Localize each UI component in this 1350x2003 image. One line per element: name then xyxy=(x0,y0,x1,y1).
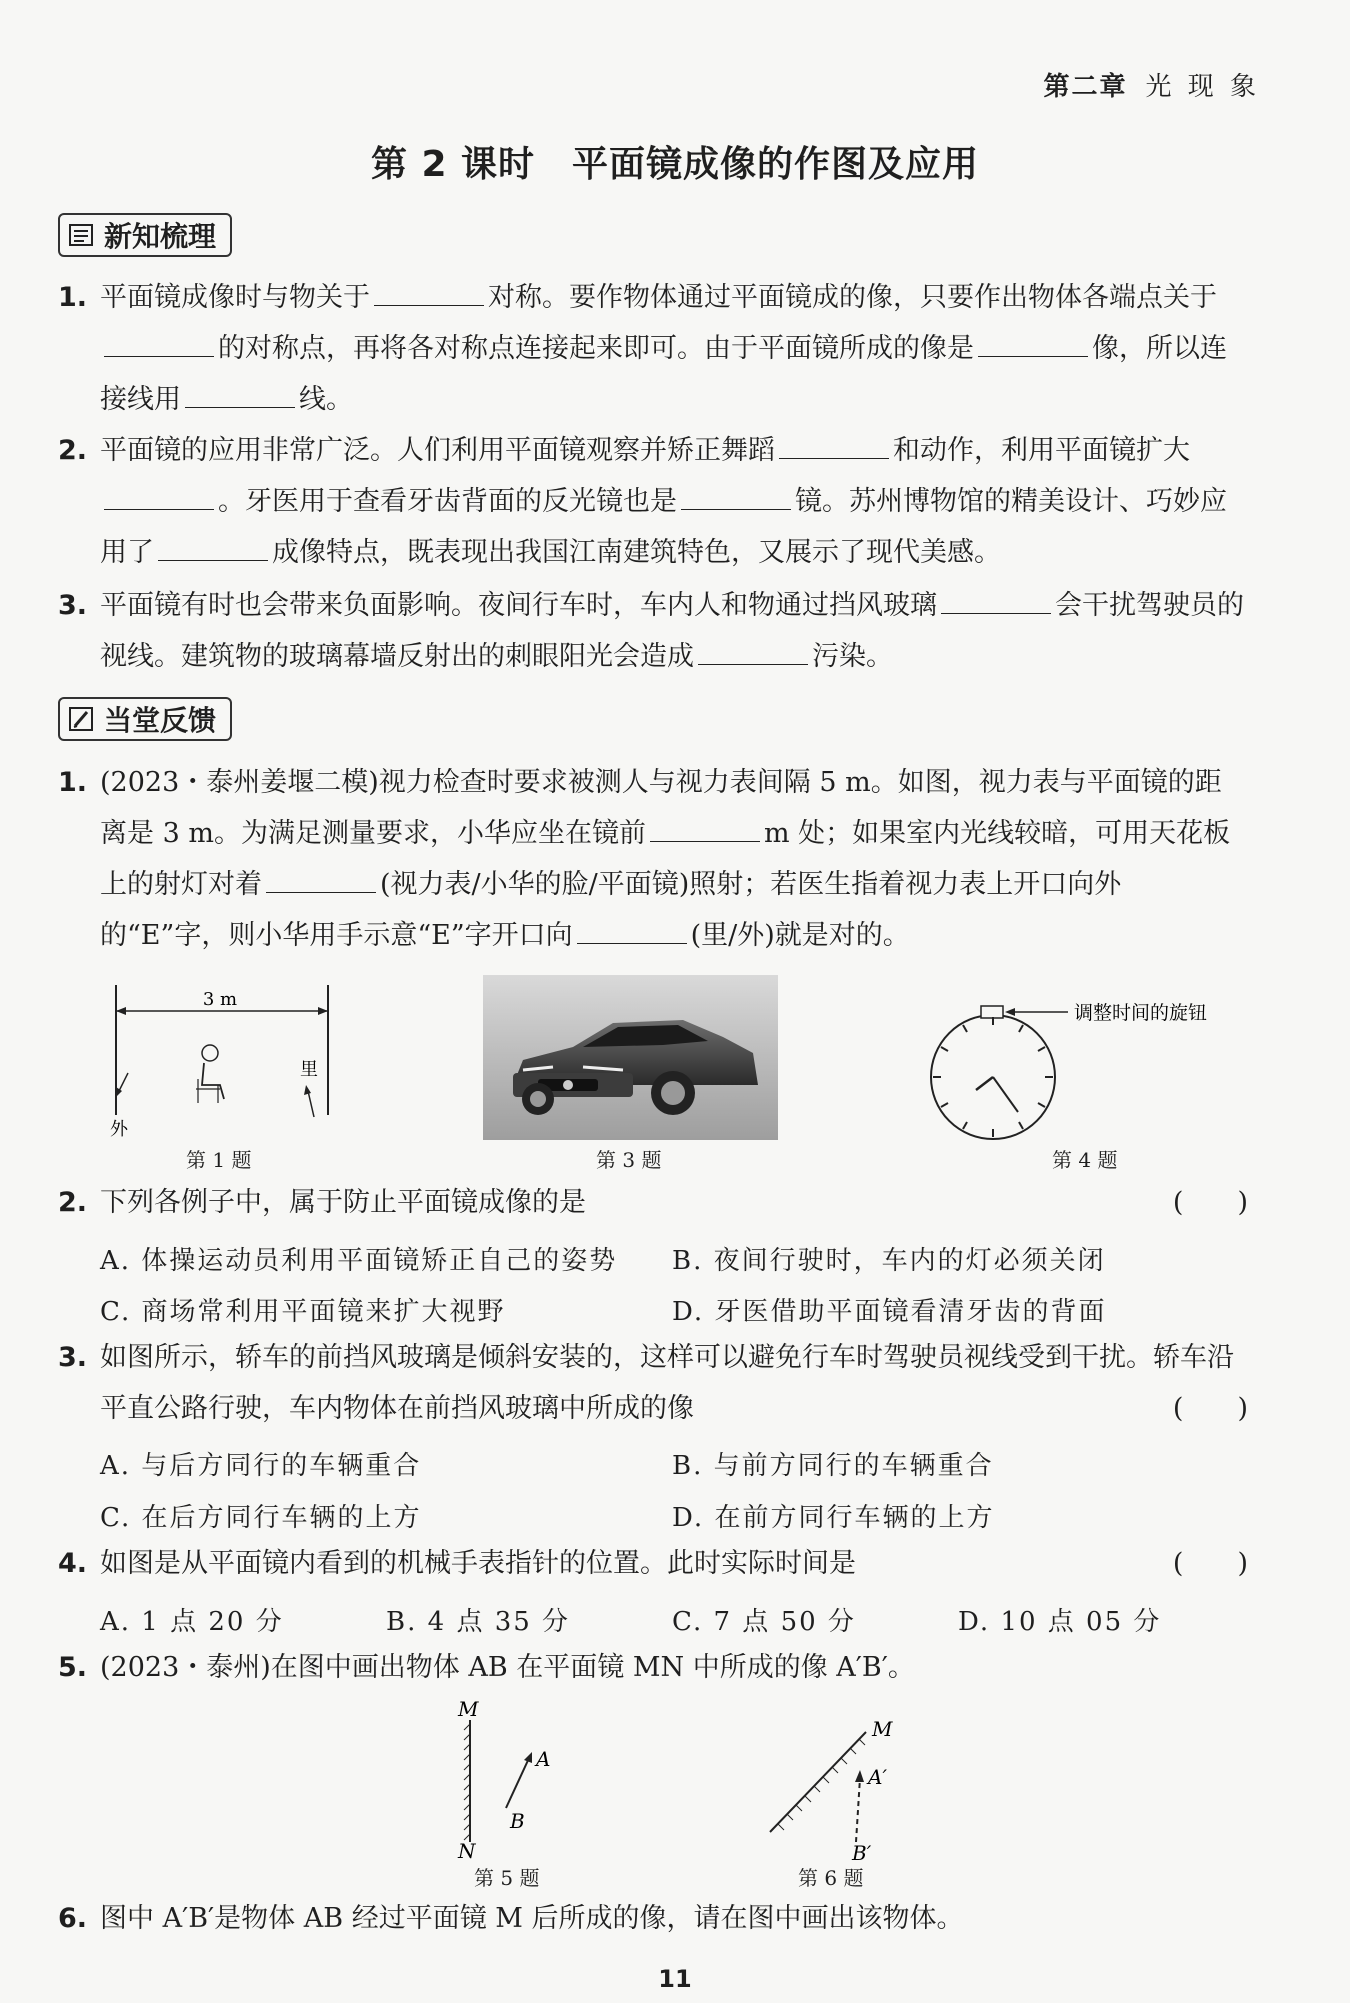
chapter-topic: 光 现 象 xyxy=(1145,72,1260,102)
q3-option-b[interactable]: B. 与前方同行的车辆重合 xyxy=(672,1451,994,1481)
q-text: 平面镜成像时与物关于 xyxy=(100,282,370,313)
question-number: 6. xyxy=(58,1903,88,1934)
q-text: 平面镜有时也会带来负面影响。夜间行车时，车内人和物通过挡风玻璃 xyxy=(100,590,937,621)
book-icon xyxy=(68,222,94,248)
q-text: m 处；如果室内光线较暗，可用天花板上的射灯对着 xyxy=(100,818,1231,900)
fig6-label-a-prime: A′ xyxy=(868,1765,887,1789)
q-text: 下列各例子中，属于防止平面镜成像的是 xyxy=(100,1187,586,1218)
answer-blank[interactable] xyxy=(681,483,791,510)
q-text: (2023・泰州)在图中画出物体 AB 在平面镜 MN 中所成的像 A′B′。 xyxy=(100,1652,915,1683)
answer-blank[interactable] xyxy=(158,534,268,561)
s2-question-4 xyxy=(58,1538,1248,1589)
q-text: 如图是从平面镜内看到的机械手表指针的位置。此时实际时间是 xyxy=(100,1548,856,1579)
chapter-header xyxy=(1043,66,1260,103)
fig1-distance: 3 m xyxy=(202,989,238,1010)
figure-4-watch xyxy=(918,992,1248,1142)
fig6-caption: 第 6 题 xyxy=(798,1866,864,1890)
answer-blank[interactable] xyxy=(104,330,214,357)
q4-option-c[interactable]: C. 7 点 50 分 xyxy=(672,1607,856,1637)
q2-option-a[interactable]: A. 体操运动员利用平面镜矫正自己的姿势 xyxy=(100,1246,618,1276)
q-text: 像，所以连接线用 xyxy=(100,333,1227,415)
fig5-label-n: N xyxy=(458,1839,476,1860)
question-number: 2. xyxy=(58,1187,88,1218)
answer-blank[interactable] xyxy=(779,432,889,459)
chapter-label: 第二章 xyxy=(1043,72,1128,102)
question-number: 4. xyxy=(58,1548,88,1579)
figure-5-mirror-mn xyxy=(440,1700,580,1860)
answer-blank[interactable] xyxy=(650,815,760,842)
fig6-label-m: M xyxy=(872,1717,893,1741)
page-number: 11 xyxy=(658,1965,692,1993)
figure-6-mirror-m xyxy=(760,1712,920,1862)
fig6-label-b-prime: B′ xyxy=(852,1841,872,1862)
q-text: 和动作，利用平面镜扩大 xyxy=(893,435,1190,466)
q-text: 污染。 xyxy=(812,641,893,672)
s1-question-1 xyxy=(58,272,1248,425)
answer-blank[interactable] xyxy=(978,330,1088,357)
figure-1-eye-test xyxy=(100,975,340,1150)
fig4-caption: 第 4 题 xyxy=(1052,1148,1118,1172)
q-text: 如图所示，轿车的前挡风玻璃是倾斜安装的，这样可以避免行车时驾驶员视线受到干扰。轿车沿平直公路行驶，车内物体在前挡风玻璃中所成的像 xyxy=(100,1342,1234,1424)
q-text: (2023・泰州姜堰二模)视力检查时要求被测人与视力表间隔 5 m。如图，视力表与平面镜的距离是 3 m。为满足测量要求，小华应坐在镜前 xyxy=(100,767,1222,849)
fig4-knob-label: 调整时间的旋钮 xyxy=(1074,1002,1208,1024)
q2-option-c[interactable]: C. 商场常利用平面镜来扩大视野 xyxy=(100,1297,506,1327)
q-text: 图中 A′B′是物体 AB 经过平面镜 M 后所成的像，请在图中画出该物体。 xyxy=(100,1903,964,1934)
fig5-label-b: B xyxy=(510,1809,525,1833)
q2-option-b[interactable]: B. 夜间行驶时，车内的灯必须关闭 xyxy=(672,1246,1106,1276)
q-text: 线。 xyxy=(299,384,353,415)
q-text: (里/外)就是对的。 xyxy=(690,920,910,951)
answer-blank[interactable] xyxy=(266,866,376,893)
q-text: 会干扰驾驶员的视线。建筑物的玻璃幕墙反射出的刺眼阳光会造成 xyxy=(100,590,1244,672)
figure-3-car-photo xyxy=(483,975,778,1140)
question-number: 1. xyxy=(58,282,88,313)
q4-option-d[interactable]: D. 10 点 05 分 xyxy=(958,1607,1162,1637)
answer-blank[interactable] xyxy=(374,279,484,306)
question-number: 3. xyxy=(58,590,88,621)
q-text: 平面镜的应用非常广泛。人们利用平面镜观察并矫正舞蹈 xyxy=(100,435,775,466)
s2-question-6 xyxy=(58,1893,1248,1944)
answer-blank[interactable] xyxy=(185,381,295,408)
section-class-feedback xyxy=(58,697,232,741)
answer-paren[interactable]: ( ) xyxy=(1172,1187,1248,1218)
answer-blank[interactable] xyxy=(941,587,1051,614)
section-label: 当堂反馈 xyxy=(104,704,217,737)
section-new-knowledge xyxy=(58,213,232,257)
fig5-label-a: A xyxy=(536,1747,551,1771)
fig1-inner-label: 里 xyxy=(300,1059,318,1080)
q3-option-d[interactable]: D. 在前方同行车辆的上方 xyxy=(672,1503,995,1533)
s2-question-1 xyxy=(58,757,1248,961)
s1-question-2 xyxy=(58,425,1248,578)
answer-blank[interactable] xyxy=(104,483,214,510)
s2-question-3 xyxy=(58,1332,1248,1434)
fig1-outer-label: 外 xyxy=(110,1119,128,1140)
question-number: 5. xyxy=(58,1652,88,1683)
q-text: 。牙医用于查看牙齿背面的反光镜也是 xyxy=(218,486,677,517)
fig5-label-m: M xyxy=(458,1700,479,1721)
question-number: 3. xyxy=(58,1342,88,1373)
fig5-caption: 第 5 题 xyxy=(474,1866,540,1890)
answer-paren[interactable]: ( ) xyxy=(1172,1393,1248,1424)
q-text: 成像特点，既表现出我国江南建筑特色，又展示了现代美感。 xyxy=(272,537,1001,568)
q2-option-d[interactable]: D. 牙医借助平面镜看清牙齿的背面 xyxy=(672,1297,1107,1327)
q-text: 对称。要作物体通过平面镜成的像，只要作出物体各端点关于 xyxy=(488,282,1217,313)
q3-option-c[interactable]: C. 在后方同行车辆的上方 xyxy=(100,1503,422,1533)
pencil-icon xyxy=(68,706,94,732)
answer-blank[interactable] xyxy=(698,638,808,665)
section-label: 新知梳理 xyxy=(104,220,217,253)
q-text: 镜。苏州博物馆的精美设计、巧妙应用了 xyxy=(100,486,1227,568)
fig3-caption: 第 3 题 xyxy=(596,1148,662,1172)
s2-question-2 xyxy=(58,1177,1248,1228)
s1-question-3 xyxy=(58,580,1248,682)
fig1-caption: 第 1 题 xyxy=(186,1148,252,1172)
question-number: 1. xyxy=(58,767,88,798)
q3-option-a[interactable]: A. 与后方同行的车辆重合 xyxy=(100,1451,422,1481)
q-text: (视力表/小华的脸/平面镜)照射；若医生指着视力表上开口向外的“E”字，则小华用手示意“E”字开口向 xyxy=(100,869,1122,951)
answer-paren[interactable]: ( ) xyxy=(1172,1548,1248,1579)
q-text: 的对称点，再将各对称点连接起来即可。由于平面镜所成的像是 xyxy=(218,333,974,364)
s2-question-5 xyxy=(58,1642,1248,1693)
lesson-title: 第 2 课时 平面镜成像的作图及应用 xyxy=(370,144,980,185)
question-number: 2. xyxy=(58,435,88,466)
answer-blank[interactable] xyxy=(577,917,687,944)
q4-option-b[interactable]: B. 4 点 35 分 xyxy=(386,1607,571,1637)
q4-option-a[interactable]: A. 1 点 20 分 xyxy=(100,1607,284,1637)
